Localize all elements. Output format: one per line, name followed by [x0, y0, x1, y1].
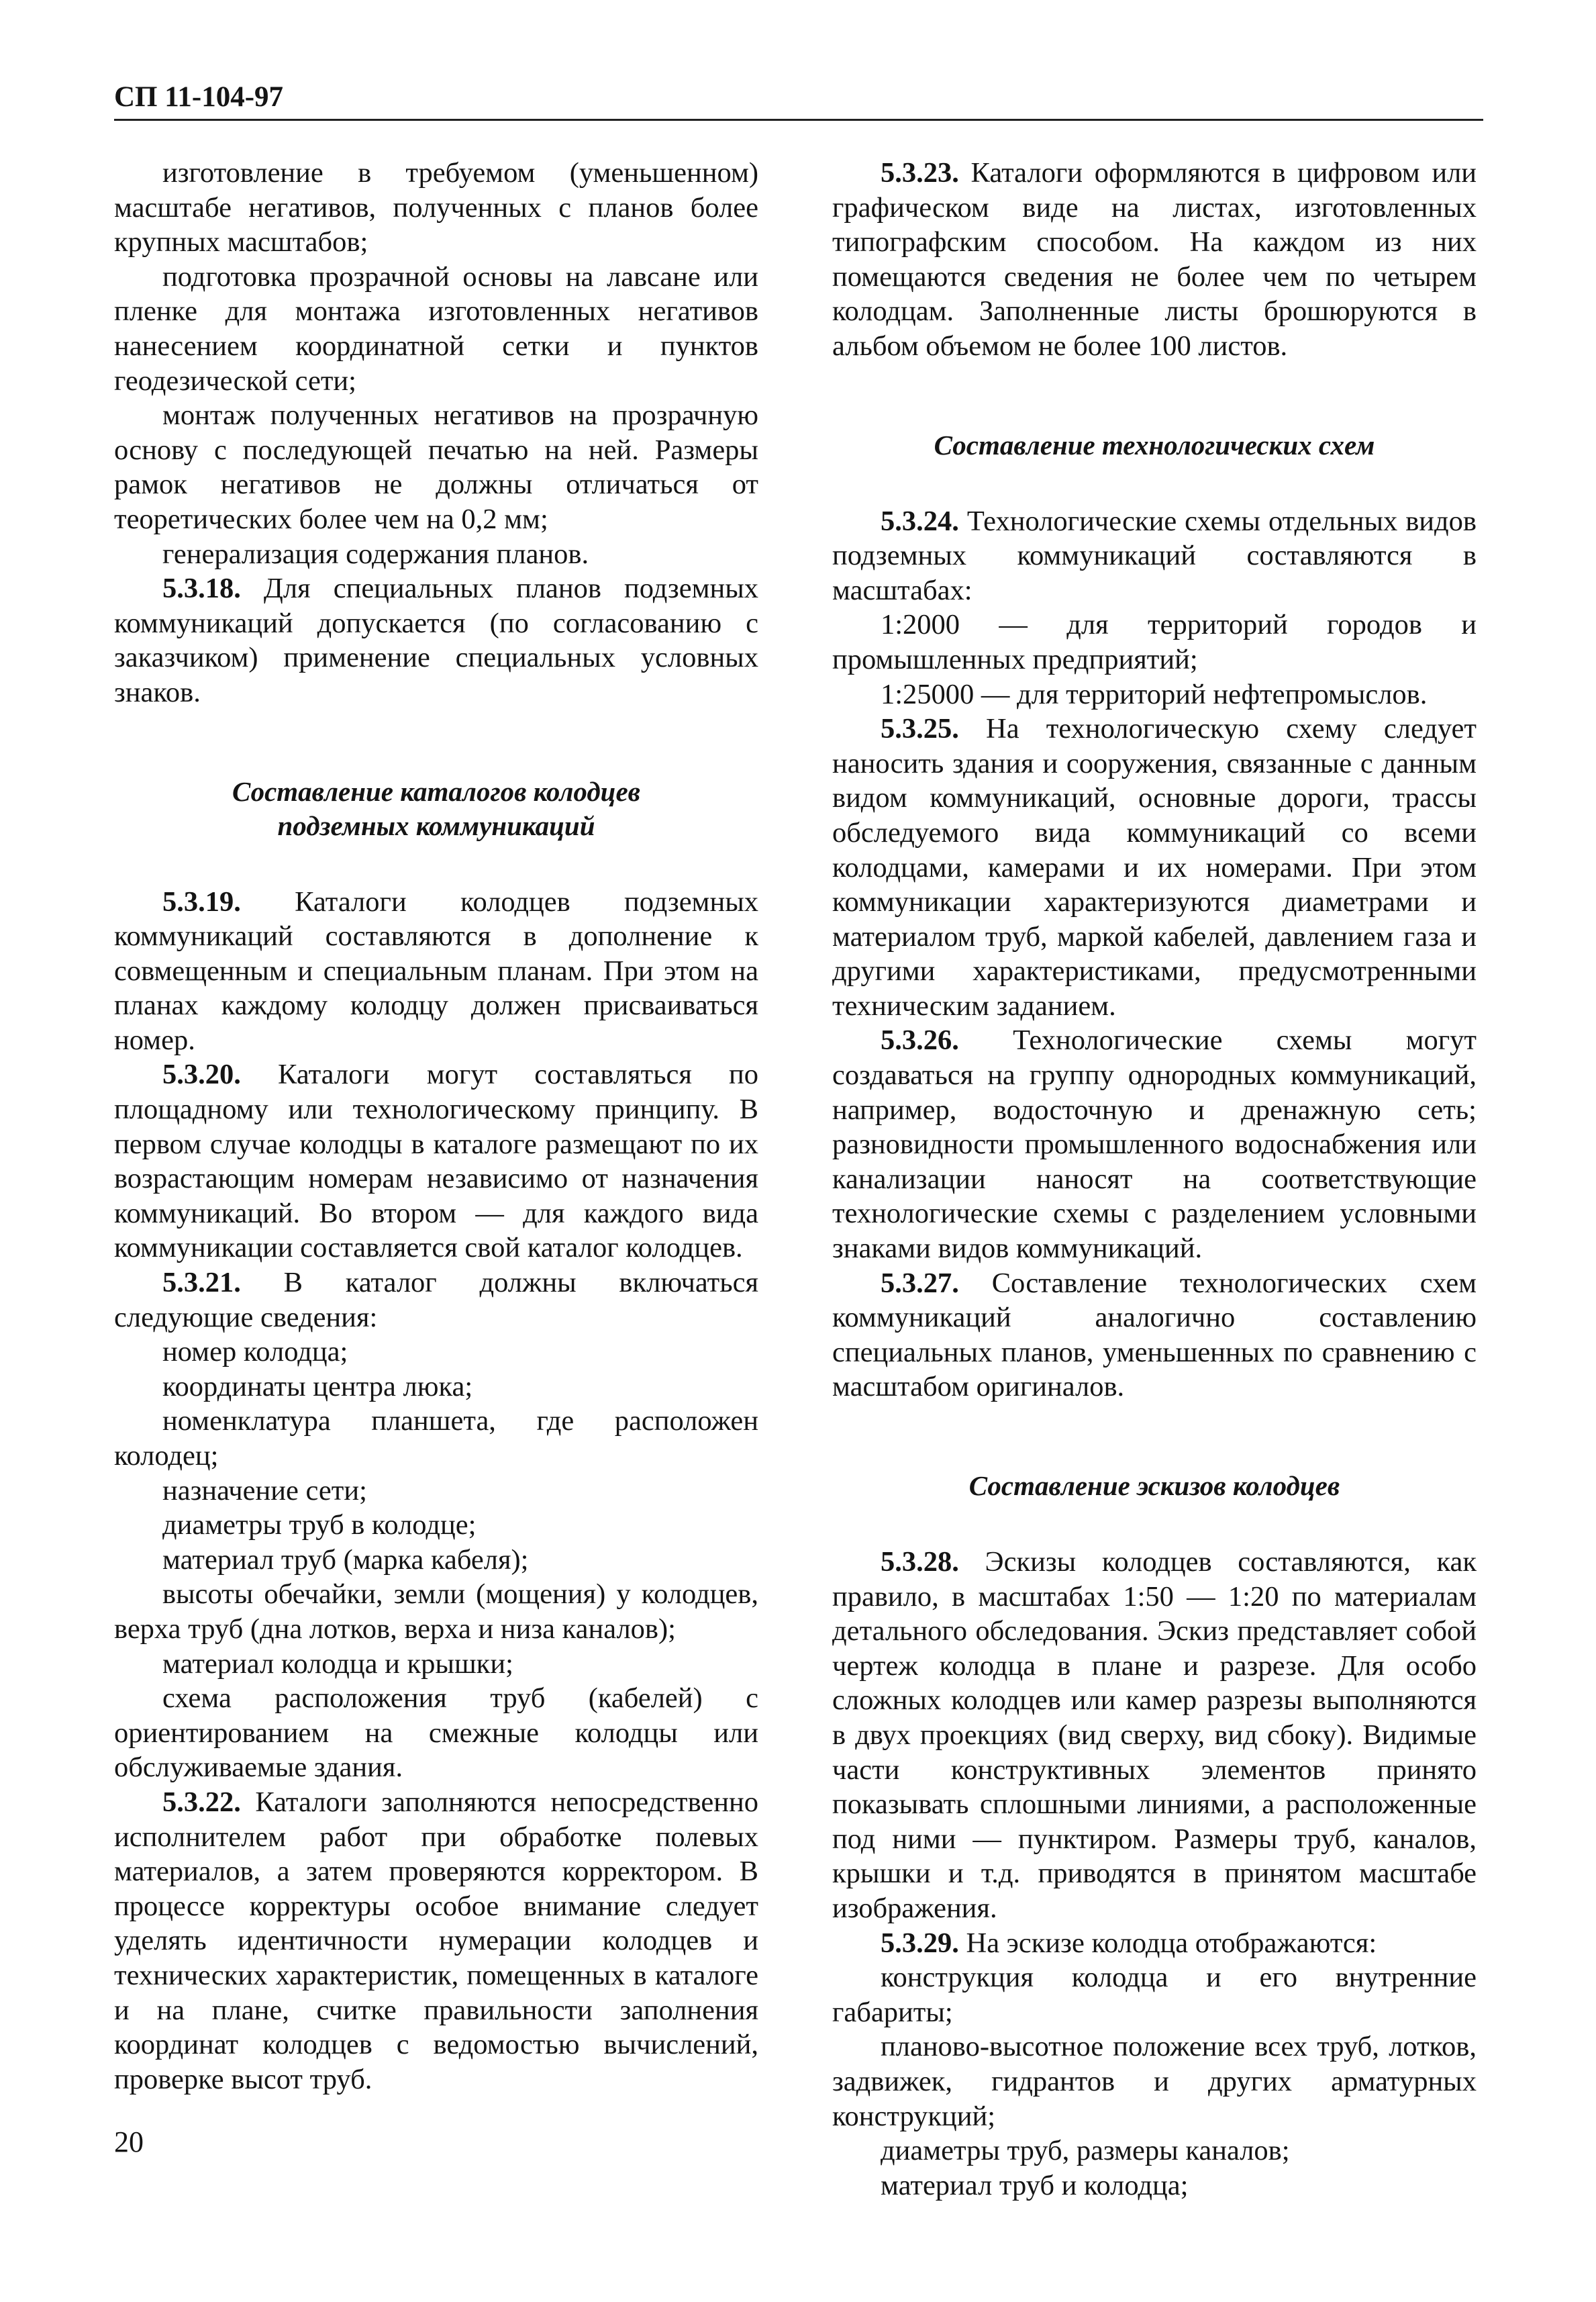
list-item: 1:25000 — для территорий нефтепромыслов.	[881, 678, 1428, 710]
clause-number: 5.3.25.	[881, 713, 959, 745]
clause-5-3-23	[832, 156, 1477, 364]
left-column	[114, 156, 758, 2097]
clause-number: 5.3.22.	[162, 1786, 241, 1818]
paragraph: подготовка прозрачной основы на лавсане или пленке для монтажа изготовленных негативов нанесением координатной сетки и пунктов геодезической сети;	[114, 260, 758, 397]
clause-number: 5.3.29.	[881, 1927, 959, 1959]
clause-number: 5.3.26.	[881, 1024, 959, 1057]
clause-5-3-21	[114, 1265, 758, 1335]
list-item: материал труб (марка кабеля);	[162, 1543, 529, 1576]
clause-text: Эскизы колодцев составляются, как правило, в масштабах 1:50 — 1:20 по материалам детального обследования. Эскиз представляет собой чертеж колодца в плане и разрезе. Для особо сложных колодцев или камер разрезы выполняются в двух проекциях (вид сверху, вид сбоку). Видимые части конструктивных элементов принято показывать сплошными линиями, а расположенные под ними — пунктиром. Размеры труб, каналов, крышки и т.д. приводятся в принятом масштабе изображения.	[832, 1546, 1477, 1924]
page-number: 20	[114, 2125, 144, 2158]
document-code-header	[114, 81, 1483, 121]
clause-text: Каталоги оформляются в цифровом или графическом виде на листах, изготовленных типографским способом. На каждом из них помещаются сведения не более чем по четырем колодцам. Заполненные листы брошюруются в альбом объемом не более 100 листов.	[832, 157, 1477, 362]
list-item: номенклатура планшета, где расположен колодец;	[114, 1405, 758, 1472]
clause-5-3-18	[114, 571, 758, 710]
clause-5-3-20	[114, 1057, 758, 1265]
clause-text: Для специальных планов подземных коммуникаций допускается (по согласованию с заказчиком) применение специальных условных знаков.	[114, 573, 759, 708]
clause-number: 5.3.20.	[162, 1059, 241, 1091]
heading-line: подземных коммуникаций	[277, 810, 595, 841]
clause-5-3-28	[832, 1545, 1477, 1926]
clause-number: 5.3.21.	[162, 1267, 241, 1299]
clause-text: Каталоги могут составляться по площадному или технологическому принципу. В первом случае колодцы в каталоге размещают по их возрастающим номерам независимо от назначения коммуникаций. Во втором — для каждого вида коммуникации составляется свой каталог колодцев.	[114, 1059, 759, 1264]
list-item: планово-высотное положение всех труб, лотков, задвижек, гидрантов и других арматурных конструкций;	[832, 2031, 1477, 2132]
clause-number: 5.3.24.	[881, 505, 959, 537]
clause-text: На технологическую схему следует наносить здания и сооружения, связанные с данным видом коммуникаций, основные дороги, трассы обследуемого вида коммуникаций со всеми колодцами, камерами и их номерами. При этом коммуникации характеризуются диаметрами и материалом труб, маркой кабелей, давлением газа и другими характеристиками, предусмотренными техническим заданием.	[832, 713, 1477, 1022]
section-heading-tech-schemes: Составление технологических схем	[934, 429, 1375, 461]
heading-line: Составление каталогов колодцев	[232, 775, 641, 807]
list-item: схема расположения труб (кабелей) с ориентированием на смежные колодцы или обслуживаемые здания.	[114, 1682, 758, 1784]
paragraph: генерализация содержания планов.	[162, 538, 589, 570]
list-item: диаметры труб в колодце;	[162, 1509, 477, 1541]
clause-text: На эскизе колодца отображаются:	[966, 1927, 1377, 1959]
clause-text: В каталог должны включаться следующие сведения:	[114, 1267, 758, 1333]
clause-number: 5.3.18.	[162, 573, 241, 605]
list-item: конструкция колодца и его внутренние габариты;	[832, 1962, 1477, 2028]
clause-5-3-25	[832, 712, 1477, 1023]
clause-text: Каталоги колодцев подземных коммуникаций составляются в дополнение к совмещенным и специальным планам. При этом на планах каждому колодцу должен присваиваться номер.	[114, 885, 758, 1056]
list-item: материал труб и колодца;	[881, 2169, 1189, 2201]
clause-5-3-19	[114, 885, 758, 1058]
right-column	[832, 156, 1477, 2203]
clause-number: 5.3.27.	[881, 1267, 959, 1299]
paragraph: изготовление в требуемом (уменьшенном) масштабе негативов, полученных с планов более крупных масштабов;	[114, 157, 758, 258]
clause-text: Технологические схемы отдельных видов подземных коммуникаций составляются в масштабах:	[832, 505, 1477, 606]
clause-text: Составление технологических схем коммуникаций аналогично составлению специальных планов, уменьшенных по сравнению с масштабом оригиналов.	[832, 1267, 1477, 1403]
clause-5-3-26	[832, 1023, 1477, 1265]
list-item: номер колодца;	[162, 1336, 348, 1368]
clause-text: Технологические схемы могут создаваться на группу однородных коммуникаций, например, водосточную и дренажную сеть; разновидности промышленного водоснабжения или канализации наносят на соответствующие технологические схемы с разделением условными знаками видов коммуникаций.	[832, 1024, 1477, 1265]
section-heading-catalogs	[114, 775, 758, 843]
list-item: координаты центра люка;	[162, 1370, 473, 1402]
clause-number: 5.3.23.	[881, 157, 959, 189]
section-heading-sketches: Составление эскизов колодцев	[968, 1470, 1340, 1501]
clause-5-3-27	[832, 1266, 1477, 1404]
paragraph: монтаж полученных негативов на прозрачную основу с последующей печатью на ней. Размеры рамок негативов не должны отличаться от теоретических более чем на 0,2 мм;	[114, 399, 758, 535]
clause-5-3-29	[832, 1926, 1477, 1961]
clause-number: 5.3.19.	[162, 885, 241, 918]
document-code: СП 11-104-97	[114, 81, 284, 113]
list-item: материал колодца и крышки;	[162, 1647, 513, 1680]
clause-5-3-24	[832, 504, 1477, 608]
clause-number: 5.3.28.	[881, 1546, 959, 1578]
list-item: диаметры труб, размеры каналов;	[881, 2135, 1290, 2167]
clause-text: Каталоги заполняются непосредственно исполнителем работ при обработке полевых материалов, а затем проверяются корректором. В процессе корректуры особое внимание следует уделять идентичности нумерации колодцев и технических характеристик, помещенных в каталоге и на плане, считке правильности заполнения координат колодцев с ведомостью вычислений, проверке высот труб.	[114, 1786, 759, 2095]
clause-5-3-22	[114, 1785, 758, 2097]
list-item: назначение сети;	[162, 1474, 367, 1506]
list-item: 1:2000 — для территорий городов и промышленных предприятий;	[832, 609, 1477, 675]
list-item: высоты обечайки, земли (мощения) у колодцев, верха труб (дна лотков, верха и низа каналов);	[114, 1578, 758, 1645]
